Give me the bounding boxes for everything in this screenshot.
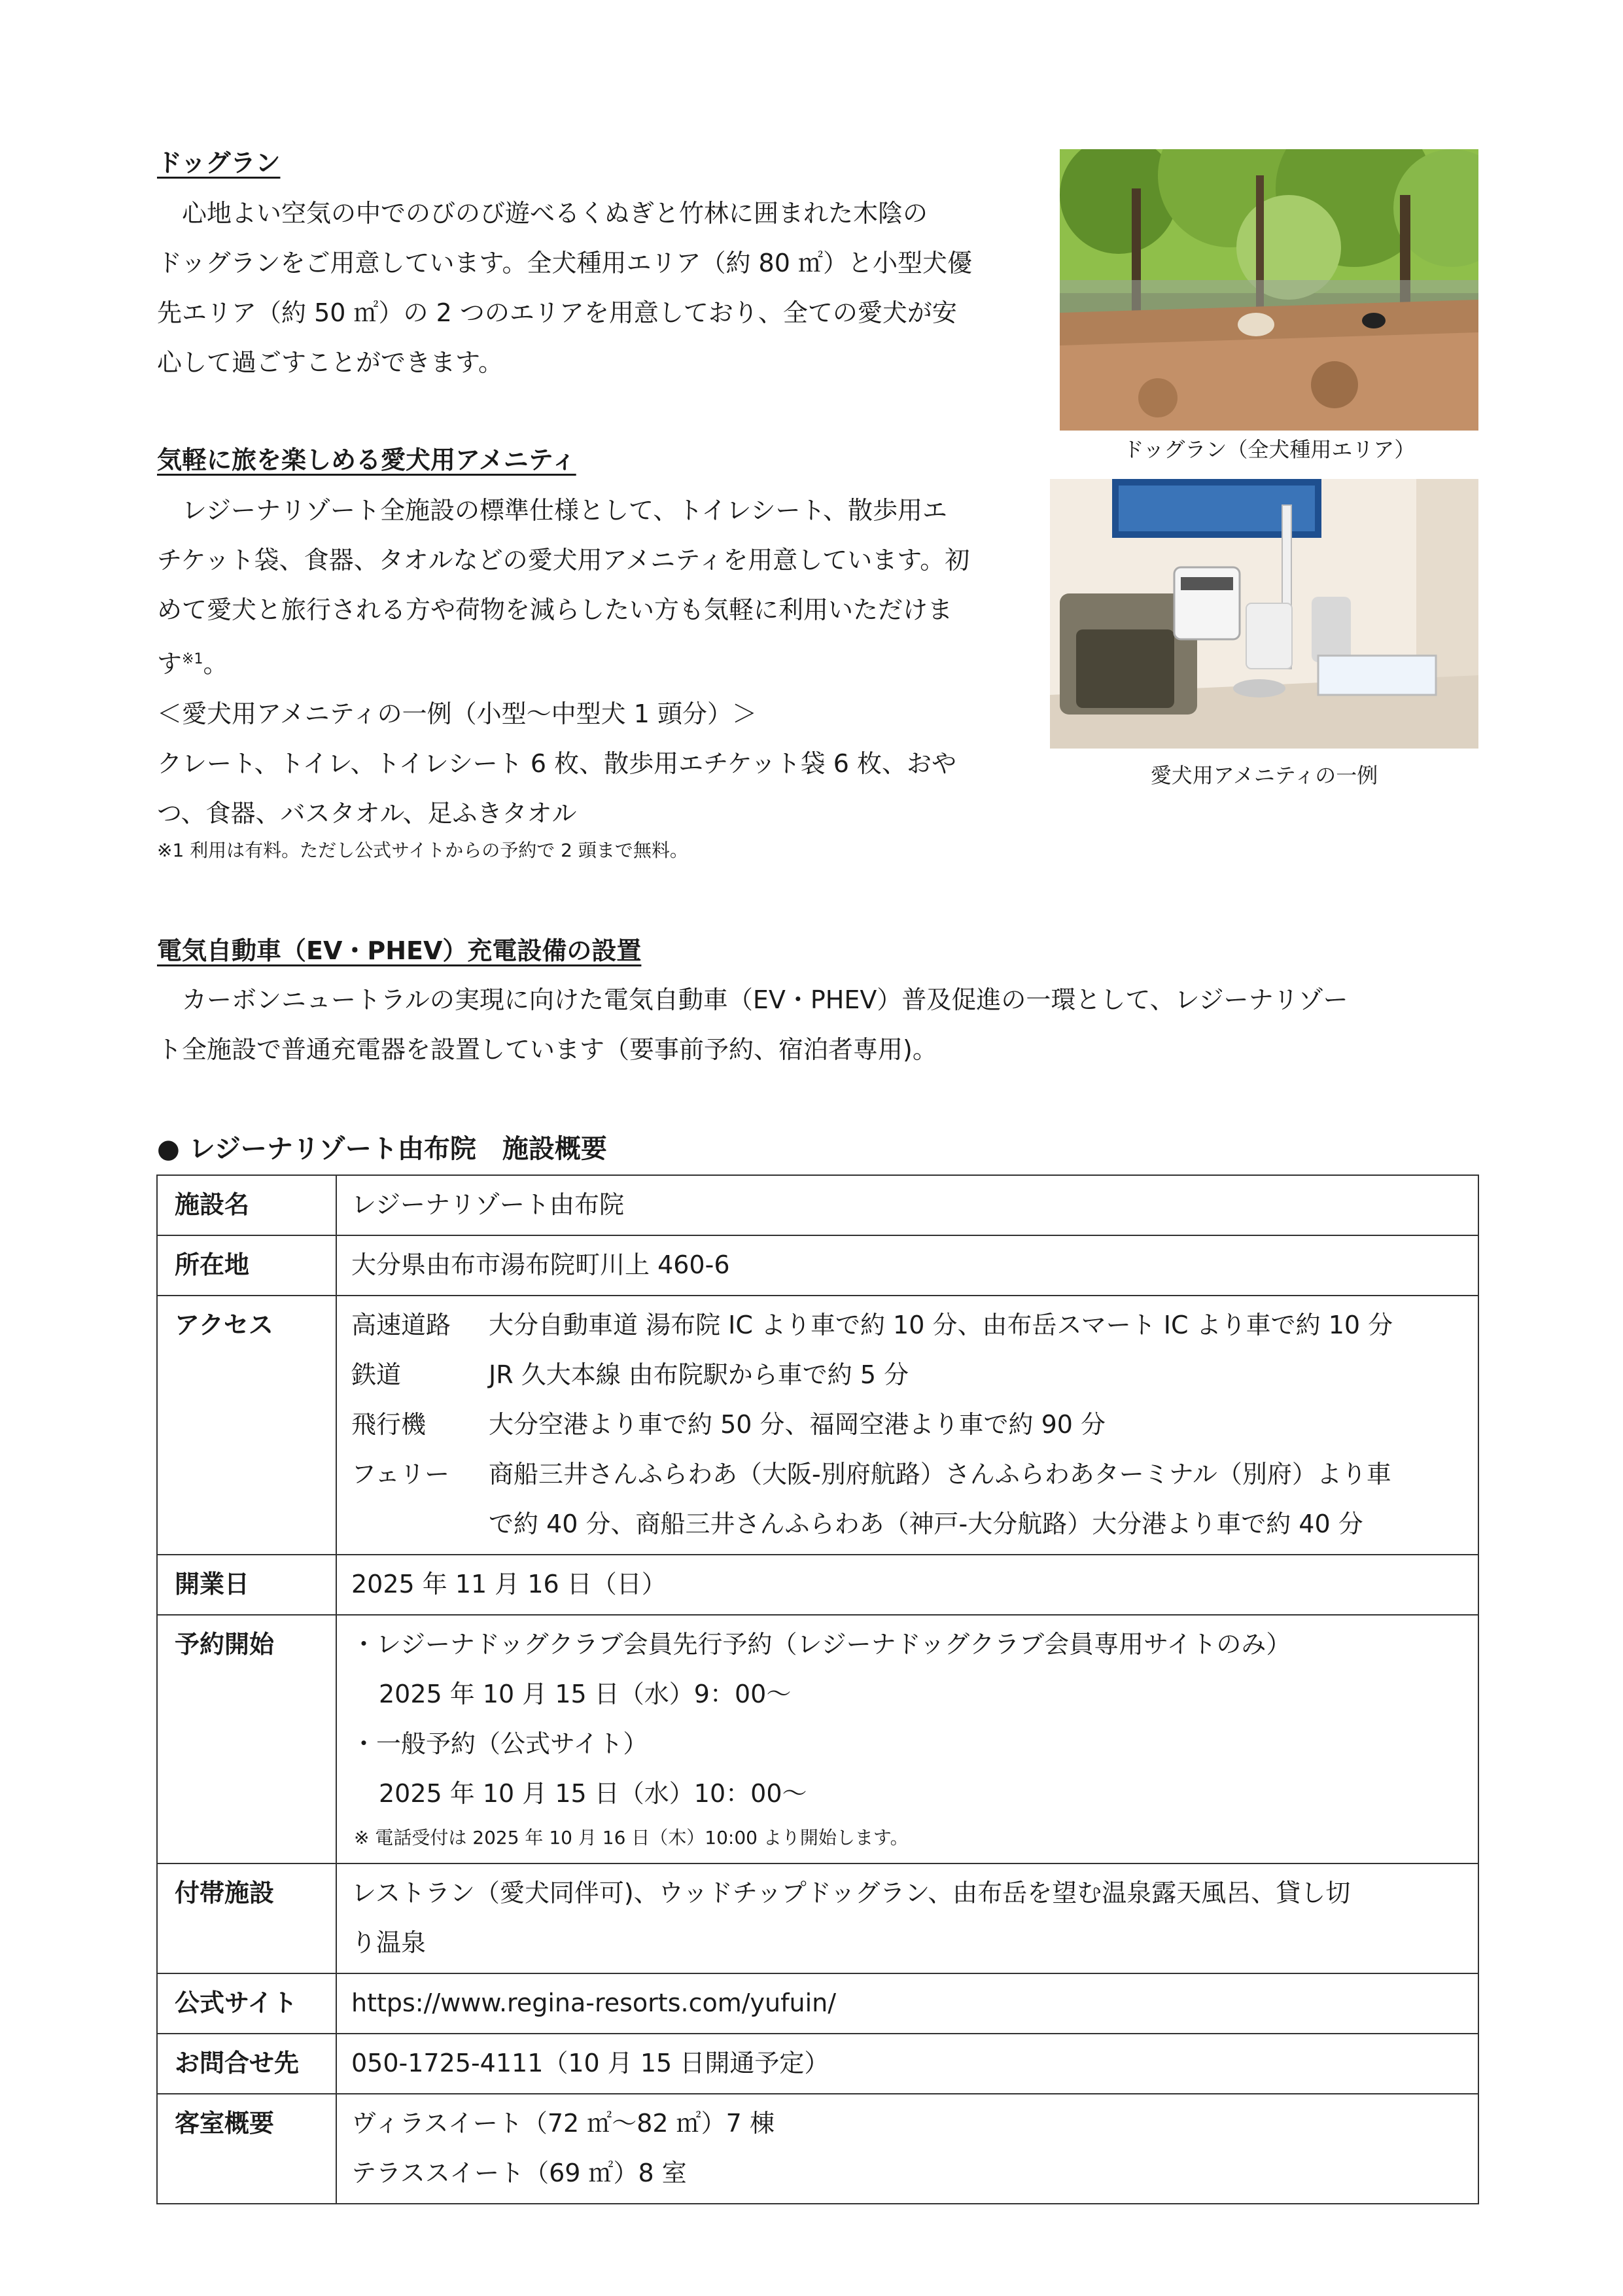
table-row [157, 1555, 1478, 1615]
row-label-website: 公式サイト [157, 1973, 336, 2034]
ev-line: ト全施設で普通充電器を設置しています（要事前予約、宿泊者専用)。 [157, 1035, 937, 1064]
access-value: 大分空港より車で約 50 分、福岡空港より車で約 90 分 [489, 1410, 1106, 1439]
access-key: 飛行機 [351, 1410, 427, 1439]
table-row [157, 1296, 1478, 1555]
row-value-access [336, 1296, 1478, 1555]
row-label-opening: 開業日 [157, 1555, 336, 1615]
amenity-line: めて愛犬と旅行される方や荷物を減らしたい方も気軽に利用いただけま [157, 595, 953, 624]
footnote-mark: ※1 [182, 651, 203, 667]
dogrun-line: ドッグランをご用意しています。全犬種用エリア（約 80 ㎡）と小型犬優 [157, 249, 972, 277]
row-value-address: 大分県由布市湯布院町川上 460-6 [336, 1235, 1478, 1296]
row-value-name: レジーナリゾート由布院 [336, 1175, 1478, 1235]
row-label-contact: お問合せ先 [157, 2034, 336, 2094]
ev-heading: 電気自動車（EV・PHEV）充電設備の設置 [157, 936, 642, 965]
amenity-line: レジーナリゾート全施設の標準仕様として、トイレシート、散歩用エ [157, 496, 948, 525]
facility-overview-table [156, 1174, 1479, 2204]
dogrun-photo-caption: ドッグラン（全犬種用エリア） [1123, 437, 1416, 462]
amenity-photo-caption: 愛犬用アメニティの一例 [1150, 763, 1378, 788]
row-value-contact: 050-1725-4111（10 月 15 日開通予定） [336, 2034, 1478, 2094]
amenity-line-text: す [157, 649, 183, 679]
amenity-paragraph [157, 486, 1047, 838]
row-label-reservation: 予約開始 [157, 1615, 336, 1863]
row-value-rooms [336, 2094, 1478, 2204]
table-row [157, 2034, 1478, 2094]
access-value-line: で約 40 分、商船三井さんふらわあ（神戸-大分航路）大分港より車で約 40 分 [489, 1510, 1363, 1538]
rooms-line: ヴィラスイート（72 ㎡～82 ㎡）7 棟 [351, 2109, 775, 2138]
table-row [157, 1615, 1478, 1863]
facilities-line: り温泉 [351, 1928, 427, 1957]
row-label-access: アクセス [157, 1296, 336, 1555]
amenity-heading: 気軽に旅を楽しめる愛犬用アメニティ [157, 446, 576, 474]
ev-paragraph [157, 975, 1492, 1074]
reservation-line: ・レジーナドッグクラブ会員先行予約（レジーナドッグクラブ会員専用サイトのみ） [351, 1630, 1291, 1659]
amenity-example-line: つ、食器、バスタオル、足ふきタオル [157, 798, 577, 828]
dogrun-line: 先エリア（約 50 ㎡）の 2 つのエリアを用意しており、全ての愛犬が安 [157, 298, 957, 327]
row-label-facilities: 付帯施設 [157, 1863, 336, 1973]
row-value-reservation [336, 1615, 1478, 1863]
access-item [351, 1449, 1463, 1549]
amenity-example-line: クレート、トイレ、トイレシート 6 枚、散歩用エチケット袋 6 枚、おや [157, 749, 957, 778]
amenity-footnote: ※1 利用は有料。ただし公式サイトからの予約で 2 頭まで無料。 [157, 839, 688, 861]
reservation-line: 2025 年 10 月 15 日（水）9：00～ [379, 1680, 792, 1708]
dogrun-line: 心して過ごすことができます。 [157, 348, 503, 377]
row-label-name: 施設名 [157, 1175, 336, 1235]
access-key: 高速道路 [351, 1311, 451, 1339]
amenity-line: チケット袋、食器、タオルなどの愛犬用アメニティを用意しています。初 [157, 546, 970, 574]
access-value [489, 1449, 1463, 1549]
table-row [157, 1235, 1478, 1296]
access-value: 大分自動車道 湯布院 IC より車で約 10 分、由布岳スマート IC より車で約 10 分 [489, 1311, 1393, 1339]
amenity-photo [1050, 479, 1478, 749]
reservation-line: ・一般予約（公式サイト） [351, 1729, 648, 1758]
access-item [351, 1400, 1463, 1449]
row-label-address: 所在地 [157, 1235, 336, 1296]
access-value-line: 商船三井さんふらわあ（大阪-別府航路）さんふらわあターミナル（別府）より車 [489, 1460, 1391, 1489]
table-row [157, 1973, 1478, 2034]
dogrun-photo [1060, 149, 1478, 431]
dogrun-line: 心地よい空気の中でのびのび遊べるくぬぎと竹林に囲まれた木陰の [157, 199, 928, 228]
ev-line: カーボンニュートラルの実現に向けた電気自動車（EV・PHEV）普及促進の一環として、レジーナリゾー [157, 985, 1348, 1014]
dogrun-paragraph [157, 188, 1047, 387]
table-row [157, 1175, 1478, 1235]
access-item [351, 1300, 1463, 1350]
facilities-line: レストラン（愛犬同伴可)、ウッドチップドッグラン、由布岳を望む温泉露天風呂、貸し切 [351, 1879, 1351, 1907]
row-value-facilities [336, 1863, 1478, 1973]
table-row [157, 1863, 1478, 1973]
dogrun-heading: ドッグラン [157, 149, 281, 177]
amenity-line [157, 635, 1047, 689]
rooms-line: テラススイート（69 ㎡）8 室 [351, 2159, 687, 2187]
amenity-example-heading: ＜愛犬用アメニティの一例（小型～中型犬 1 頭分）＞ [157, 699, 758, 728]
row-value-opening: 2025 年 11 月 16 日（日） [336, 1555, 1478, 1615]
overview-title: ● レジーナリゾート由布院 施設概要 [157, 1134, 607, 1164]
access-key: 鉄道 [351, 1360, 402, 1389]
amenity-line-end: 。 [203, 649, 228, 679]
access-key: フェリー [351, 1460, 450, 1489]
access-value: JR 久大本線 由布院駅から車で約 5 分 [489, 1360, 909, 1389]
reservation-note: ※ 電話受付は 2025 年 10 月 16 日（木）10:00 より開始します。 [354, 1827, 909, 1848]
reservation-line: 2025 年 10 月 15 日（水）10：00～ [379, 1779, 807, 1808]
table-row [157, 2094, 1478, 2204]
row-label-rooms: 客室概要 [157, 2094, 336, 2204]
access-item [351, 1350, 1463, 1400]
row-value-website[interactable]: https://www.regina-resorts.com/yufuin/ [336, 1973, 1478, 2034]
